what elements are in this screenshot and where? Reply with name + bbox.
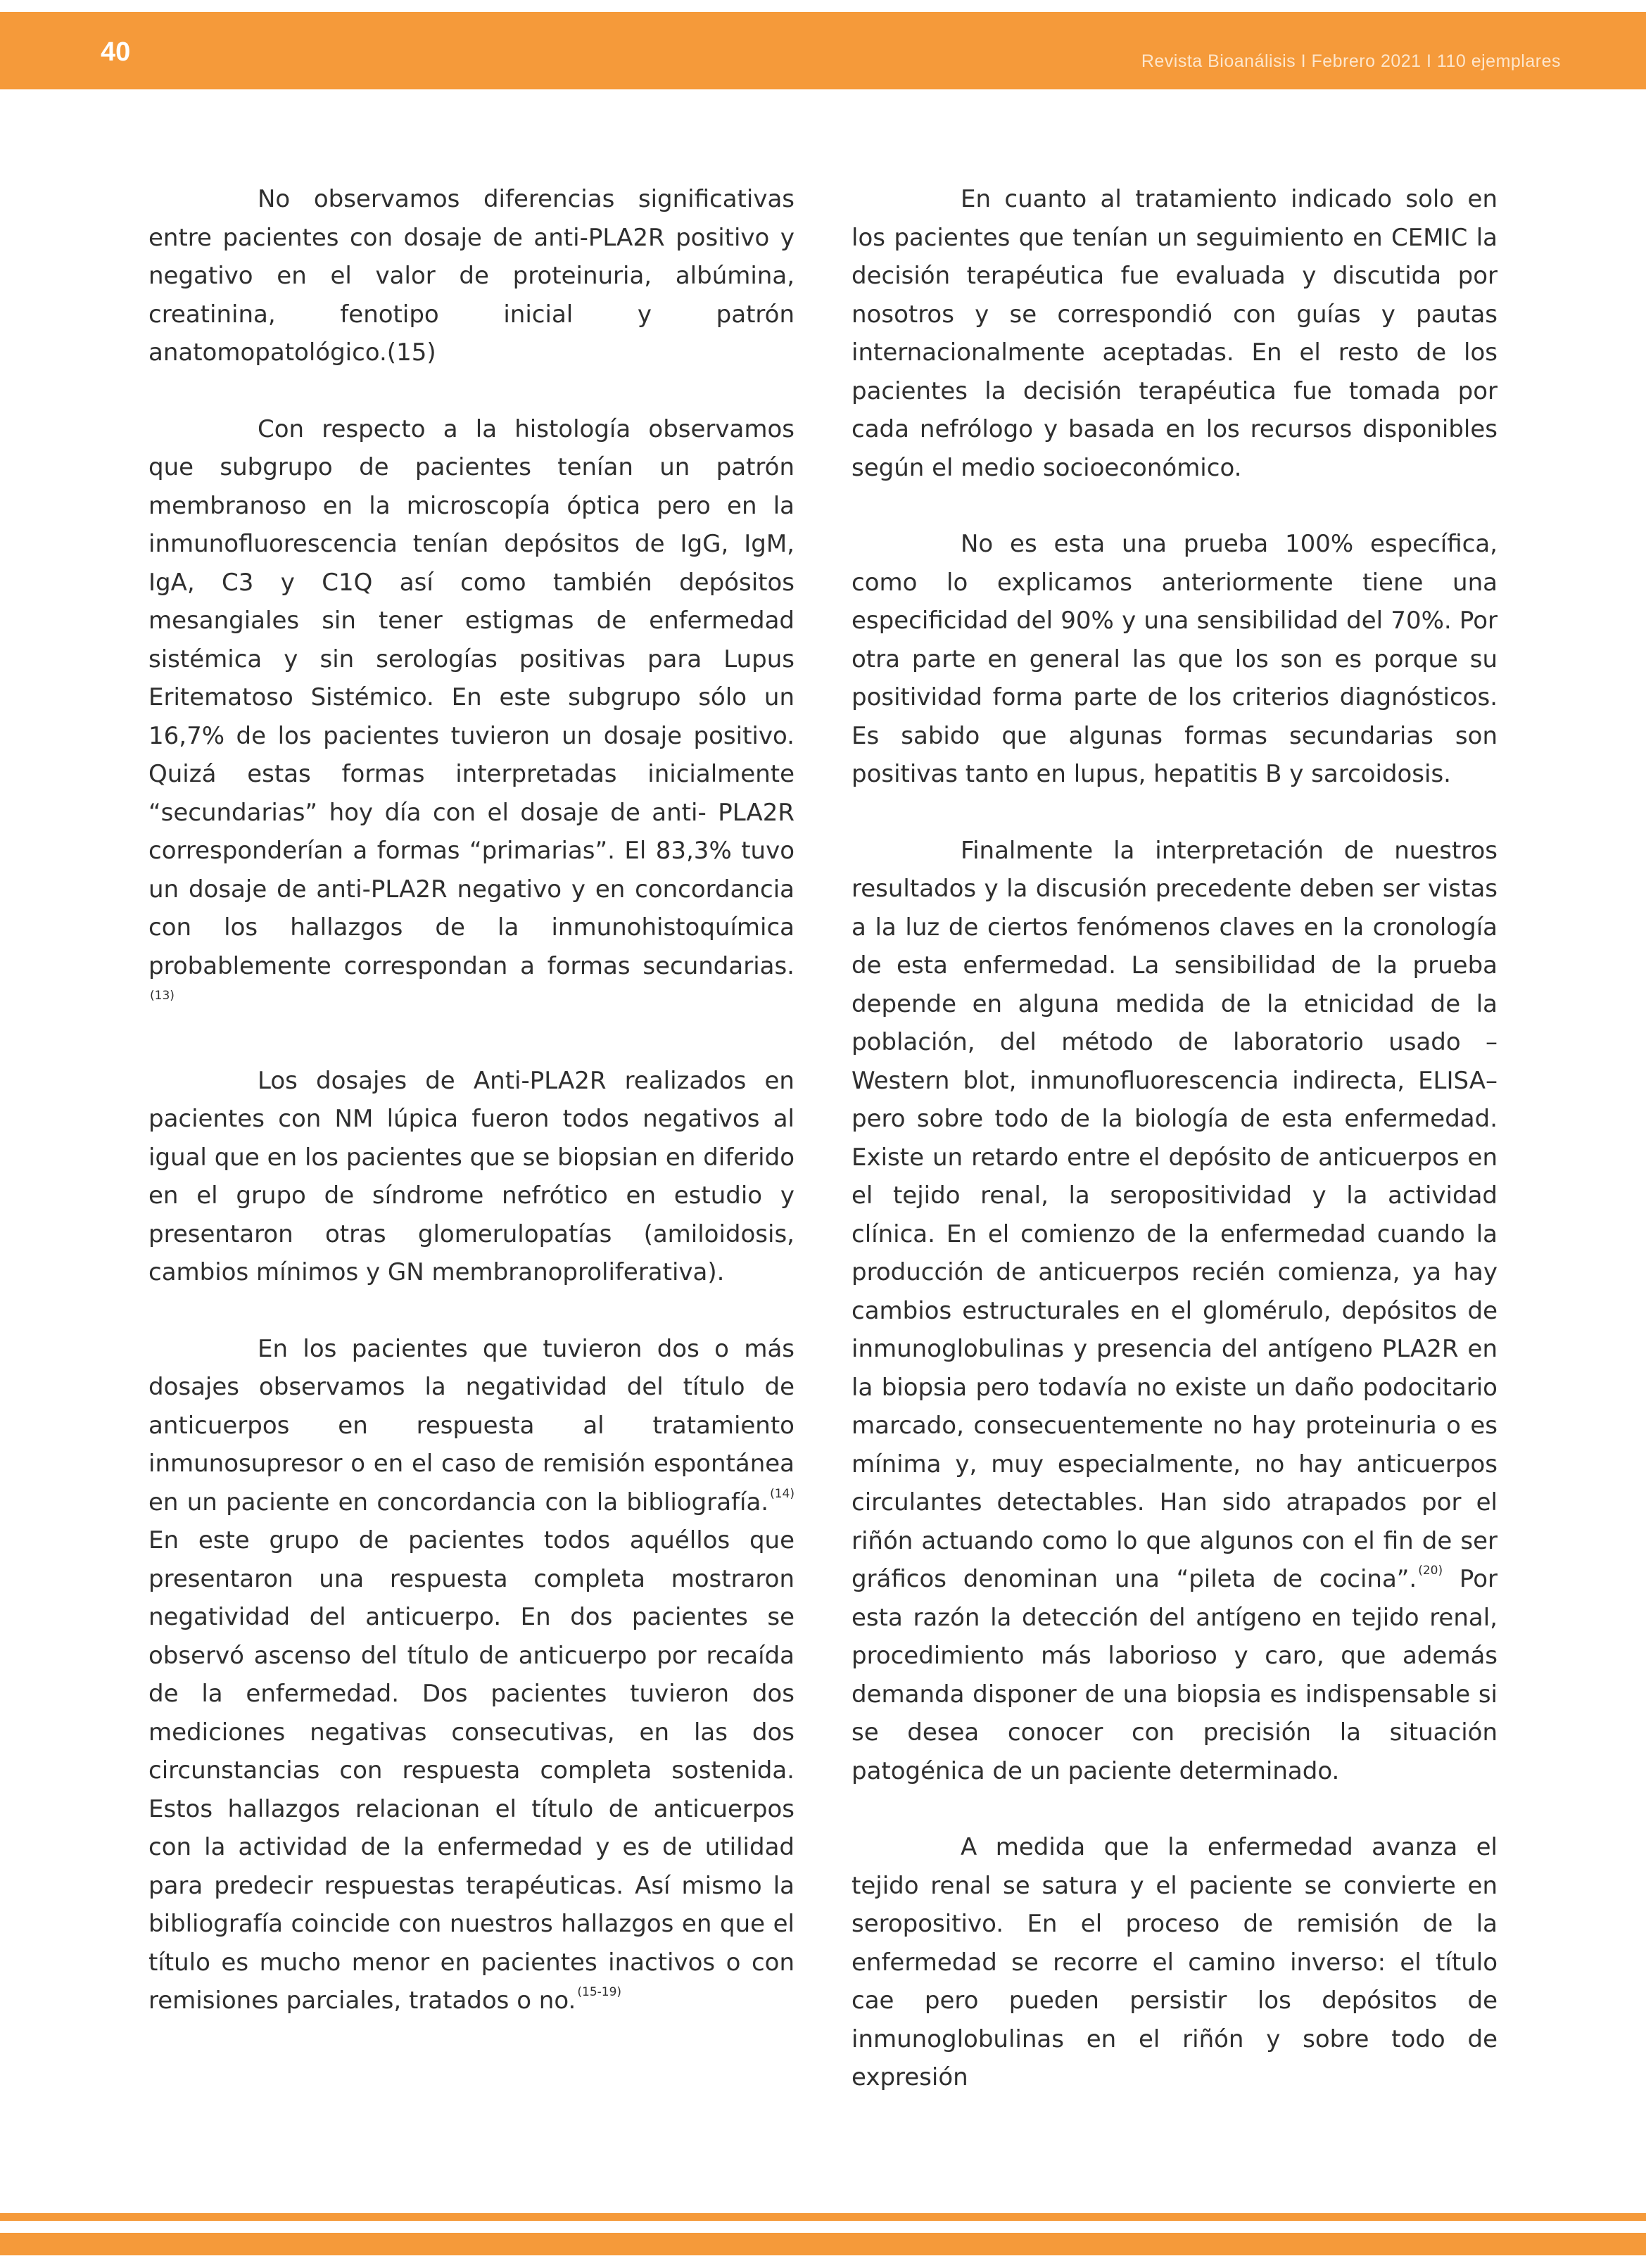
left-column: [148, 180, 794, 2058]
citation-ref: (15-19): [577, 1985, 622, 1999]
paragraph-text: No es esta una prueba 100% específica, como lo explicamos anteriormente tiene una especificidad del 90% y una sensibilidad del 70%. Por otra parte en general las que los son es porque su positividad forma parte de los criterios diagnósticos. Es sabido que algunas formas secundarias son positivas tanto en lupus, hepatitis B y sarcoidosis.: [852, 530, 1498, 788]
citation-ref: (14): [770, 1486, 794, 1501]
paragraph: [148, 410, 794, 1024]
paragraph: [852, 180, 1498, 487]
running-head: Revista Bioanálisis I Febrero 2021 I 110 ejemplares: [1141, 51, 1561, 71]
paragraph-text: Con respecto a la histología observamos que subgrupo de pacientes tenían un patrón membranoso en la microscopía óptica pero en la inmunofluorescencia tenían depósitos de IgG, IgM, IgA, C3 y C1Q así como también depósitos mesangiales sin tener estigmas de enfermedad sistémica y sin serologías positivas para Lupus Eritematoso Sistémico. En este subgrupo sólo un 16,7% de los pacientes tuvieron un dosaje positivo. Quizá estas formas interpretadas inicialmente “secundarias” hoy día con el dosaje de anti- PLA2R corresponderían a formas “primarias”. El 83,3% tuvo un dosaje de anti-PLA2R negativo y en concordancia con los hallazgos de la inmunohistoquímica probablemente correspondan a formas secundarias.: [148, 414, 794, 980]
footer-rule-thin: [0, 2213, 1646, 2221]
paragraph-text: A medida que la enfermedad avanza el tejido renal se satura y el paciente se convierte en seropositivo. En el proceso de remisión de la enfermedad se recorre el camino inverso: el título cae pero pueden persistir los depósitos de inmunoglobulinas en el riñón y sobre todo de expresión: [852, 1833, 1498, 2091]
paragraph-text: En los pacientes que tuvieron dos o más dosajes observamos la negatividad del título de anticuerpos en respuesta al tratamiento inmunosupresor o en el caso de remisión espontánea en un paciente en concordancia con la bibliografía.: [148, 1334, 794, 1516]
paragraph: [852, 525, 1498, 794]
citation-ref: (13): [150, 989, 175, 1003]
paragraph: [852, 1828, 1498, 2097]
paragraph: [148, 1330, 794, 2020]
paragraph: [852, 832, 1498, 1791]
paragraph-text: Finalmente la interpretación de nuestros resultados y la discusión precedente deben ser vistas a la luz de ciertos fenómenos claves en la cronología de esta enfermedad. La sensibilidad de la prueba depende en alguna medida de la etnicidad de la población, del método de laboratorio usado – Western blot, inmunofluorescencia indirecta, ELISA– pero sobre todo de la biología de esta enfermedad. Existe un retardo entre el depósito de anticuerpos en el tejido renal, la seropositividad y la actividad clínica. En el comienzo de la enfermedad cuando la producción de anticuerpos recién comienza, ya hay cambios estructurales en el glomérulo, depósitos de inmunoglobulinas y presencia del antígeno PLA2R en la biopsia pero todavía no existe un daño podocitario marcado, consecuentemente no hay proteinuria o es mínima y, muy especialmente, no hay anticuerpos circulantes detectables. Han sido atrapados por el riñón actuando como lo que algunos con el fin de ser gráficos denominan una “pileta de cocina”.: [852, 836, 1498, 1593]
paragraph-text: No observamos diferencias significativas entre pacientes con dosaje de anti-PLA2R positivo y negativo en el valor de proteinuria, albúmina, creatinina, fenotipo inicial y patrón anatomopatológico.(15): [148, 185, 794, 367]
footer-rule-thick: [0, 2233, 1646, 2255]
paragraph-text: Por esta razón la detección del antígeno en tejido renal, procedimiento más laborioso y caro, que además demanda disponer de una biopsia es indispensable si se desea conocer con precisión la situación patogénica de un paciente determinado.: [852, 1565, 1498, 1785]
paragraph-text: En cuanto al tratamiento indicado solo en los pacientes que tenían un seguimiento en CEMIC la decisión terapéutica fue evaluada y discutida por nosotros y se correspondió con guías y pautas internacionalmente aceptadas. En el resto de los pacientes la decisión terapéutica fue tomada por cada nefrólogo y basada en los recursos disponibles según el medio socioeconómico.: [852, 185, 1498, 482]
citation-ref: (20): [1418, 1564, 1443, 1578]
paragraph: [148, 180, 794, 372]
paragraph: [148, 1062, 794, 1292]
paragraph-text: En este grupo de pacientes todos aquéllos que presentaron una respuesta completa mostraron negatividad del anticuerpo. En dos pacientes se observó ascenso del título de anticuerpo por recaída de la enfermedad. Dos pacientes tuvieron dos mediciones negativas consecutivas, en las dos circunstancias con respuesta completa sostenida. Estos hallazgos relacionan el título de anticuerpos con la actividad de la enfermedad y es de utilidad para predecir respuestas terapéuticas. Así mismo la bibliografía coincide con nuestros hallazgos en que el título es mucho menor en pacientes inactivos o con remisiones parciales, tratados o no.: [148, 1526, 794, 2015]
page-number: 40: [101, 37, 131, 67]
paragraph-text: Los dosajes de Anti-PLA2R realizados en pacientes con NM lúpica fueron todos negativos al igual que en los pacientes que se biopsian en diferido en el grupo de síndrome nefrótico en estudio y presentaron otras glomerulopatías (amiloidosis, cambios mínimos y GN membranoproliferativa).: [148, 1066, 794, 1286]
header-bar: [0, 12, 1646, 89]
right-column: [852, 180, 1498, 2135]
